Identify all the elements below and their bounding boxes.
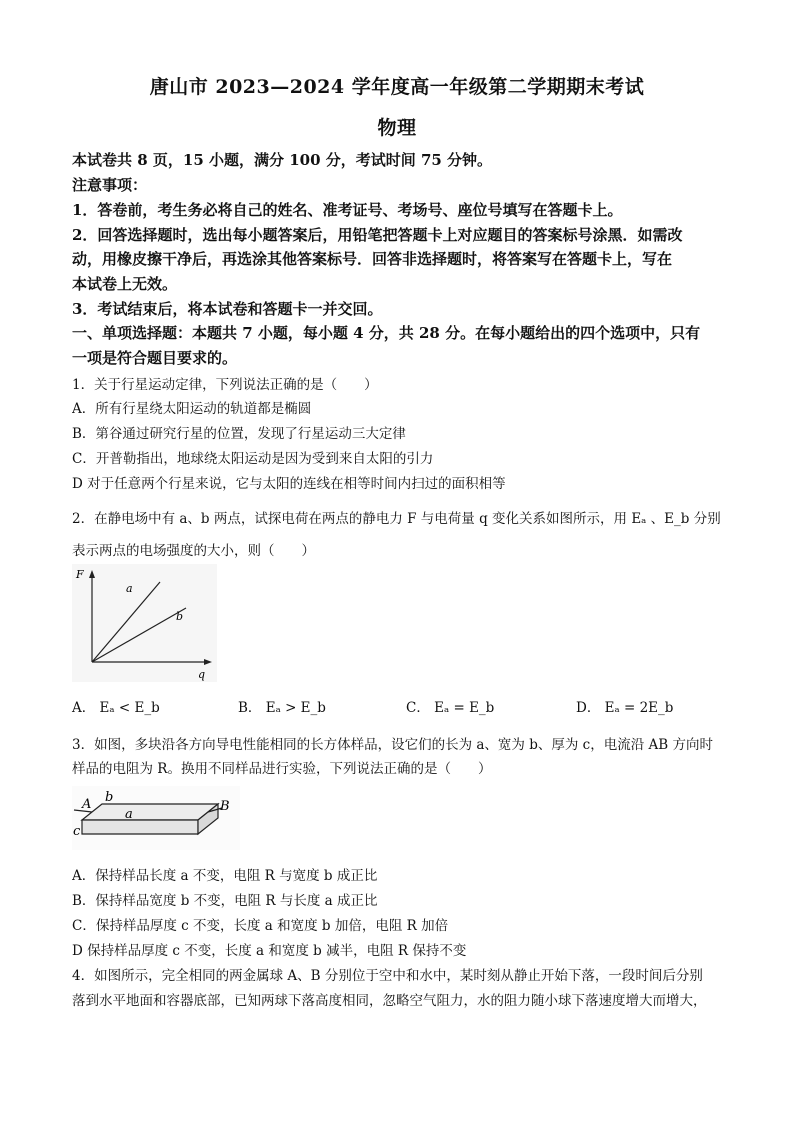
subject-title: 物理	[377, 117, 417, 139]
q1-option-b: B．第谷通过研究行星的位置，发现了行星运动三大定律	[72, 426, 406, 442]
exam-info: 本试卷共 8 页，15 小题，满分 100 分，考试时间 75 分钟。	[72, 151, 493, 169]
notice-item-2-cont: 本试卷上无效。	[72, 275, 178, 293]
block-front-face	[82, 820, 198, 834]
q3-stem-cont: 样品的电阻为 R。换用不同样品进行实验，下列说法正确的是（ ）	[72, 761, 492, 777]
q2-options	[72, 696, 722, 718]
notice-item-1: 1．答卷前，考生务必将自己的姓名、准考证号、考场号、座位号填写在答题卡上。	[72, 201, 623, 219]
q2-figure	[72, 564, 217, 682]
q2-stem-cont: 表示两点的电场强度的大小，则（ ）	[72, 543, 315, 559]
section-heading: 一、单项选择题：本题共 7 小题，每小题 4 分，共 28 分。在每小题给出的四个选项中，只有	[72, 324, 701, 342]
q2-stem: 2．在静电场中有 a、b 两点，试探电荷在两点的静电力 F 与电荷量 q 变化关系如图所示，用 Eₐ 、E_b 分别	[72, 511, 721, 527]
exam-title: 唐山市 2023—2024 学年度高一年级第二学期期末考试	[149, 76, 645, 98]
q4-stem-cont: 落到水平地面和容器底部，已知两球下落高度相同，忽略空气阻力，水的阻力随小球下落速度增大而增大，	[72, 993, 707, 1009]
label-c: c	[73, 824, 81, 839]
label-b: b	[176, 610, 184, 623]
axis-label-q: q	[198, 668, 206, 681]
q3-option-b: B．保持样品宽度 b 不变，电阻 R 与长度 a 成正比	[72, 893, 378, 909]
q1-option-d: D 对于任意两个行星来说，它与太阳的连线在相等时间内扫过的面积相等	[72, 476, 506, 492]
notice-item-2: 2．回答选择题时，选出每小题答案后，用铅笔把答题卡上对应题目的答案标号涂黑．如需改	[72, 226, 683, 244]
label-a: a	[126, 582, 133, 595]
label-B: B	[220, 799, 230, 814]
q3-stem: 3．如图，多块沿各方向导电性能相同的长方体样品，设它们的长为 a、宽为 b、厚为 c，电流沿 AB 方向时	[72, 737, 713, 753]
q3-option-c: C．保持样品厚度 c 不变，长度 a 和宽度 b 加倍，电阻 R 加倍	[72, 918, 449, 934]
axis-label-f: F	[76, 568, 84, 581]
q4-stem: 4．如图所示，完全相同的两金属球 A、B 分别位于空中和水中，某时刻从静止开始下落，一段时间后分别	[72, 968, 703, 984]
q2-option-a: A． Eₐ < E_b	[72, 700, 160, 716]
q1-stem: 1．关于行星运动定律，下列说法正确的是（ ）	[72, 377, 378, 393]
q3-option-a: A．保持样品长度 a 不变，电阻 R 与宽度 b 成正比	[72, 868, 378, 884]
q1-option-c: C．开普勒指出，地球绕太阳运动是因为受到来自太阳的引力	[72, 451, 434, 467]
q2-option-c: C． Eₐ = E_b	[406, 700, 495, 716]
q1-option-a: A．所有行星绕太阳运动的轨道都是椭圆	[72, 401, 312, 417]
label-a: a	[125, 807, 133, 822]
section-heading-cont: 一项是符合题目要求的。	[72, 349, 238, 367]
q2-option-d: D． Eₐ = 2E_b	[576, 700, 674, 716]
block-top-face	[82, 804, 218, 820]
q2-option-b: B． Eₐ > E_b	[238, 700, 326, 716]
notice-title: 注意事项：	[72, 176, 148, 194]
notice-item-2-cont: 动，用橡皮擦干净后，再选涂其他答案标号．回答非选择题时，将答案写在答题卡上，写在	[72, 250, 673, 268]
notice-item-3: 3．考试结束后，将本试卷和答题卡一并交回。	[72, 300, 383, 318]
q3-figure	[72, 786, 240, 850]
q3-option-d: D 保持样品厚度 c 不变，长度 a 和宽度 b 减半，电阻 R 保持不变	[72, 943, 467, 959]
label-A: A	[82, 797, 92, 812]
label-b: b	[105, 790, 114, 805]
